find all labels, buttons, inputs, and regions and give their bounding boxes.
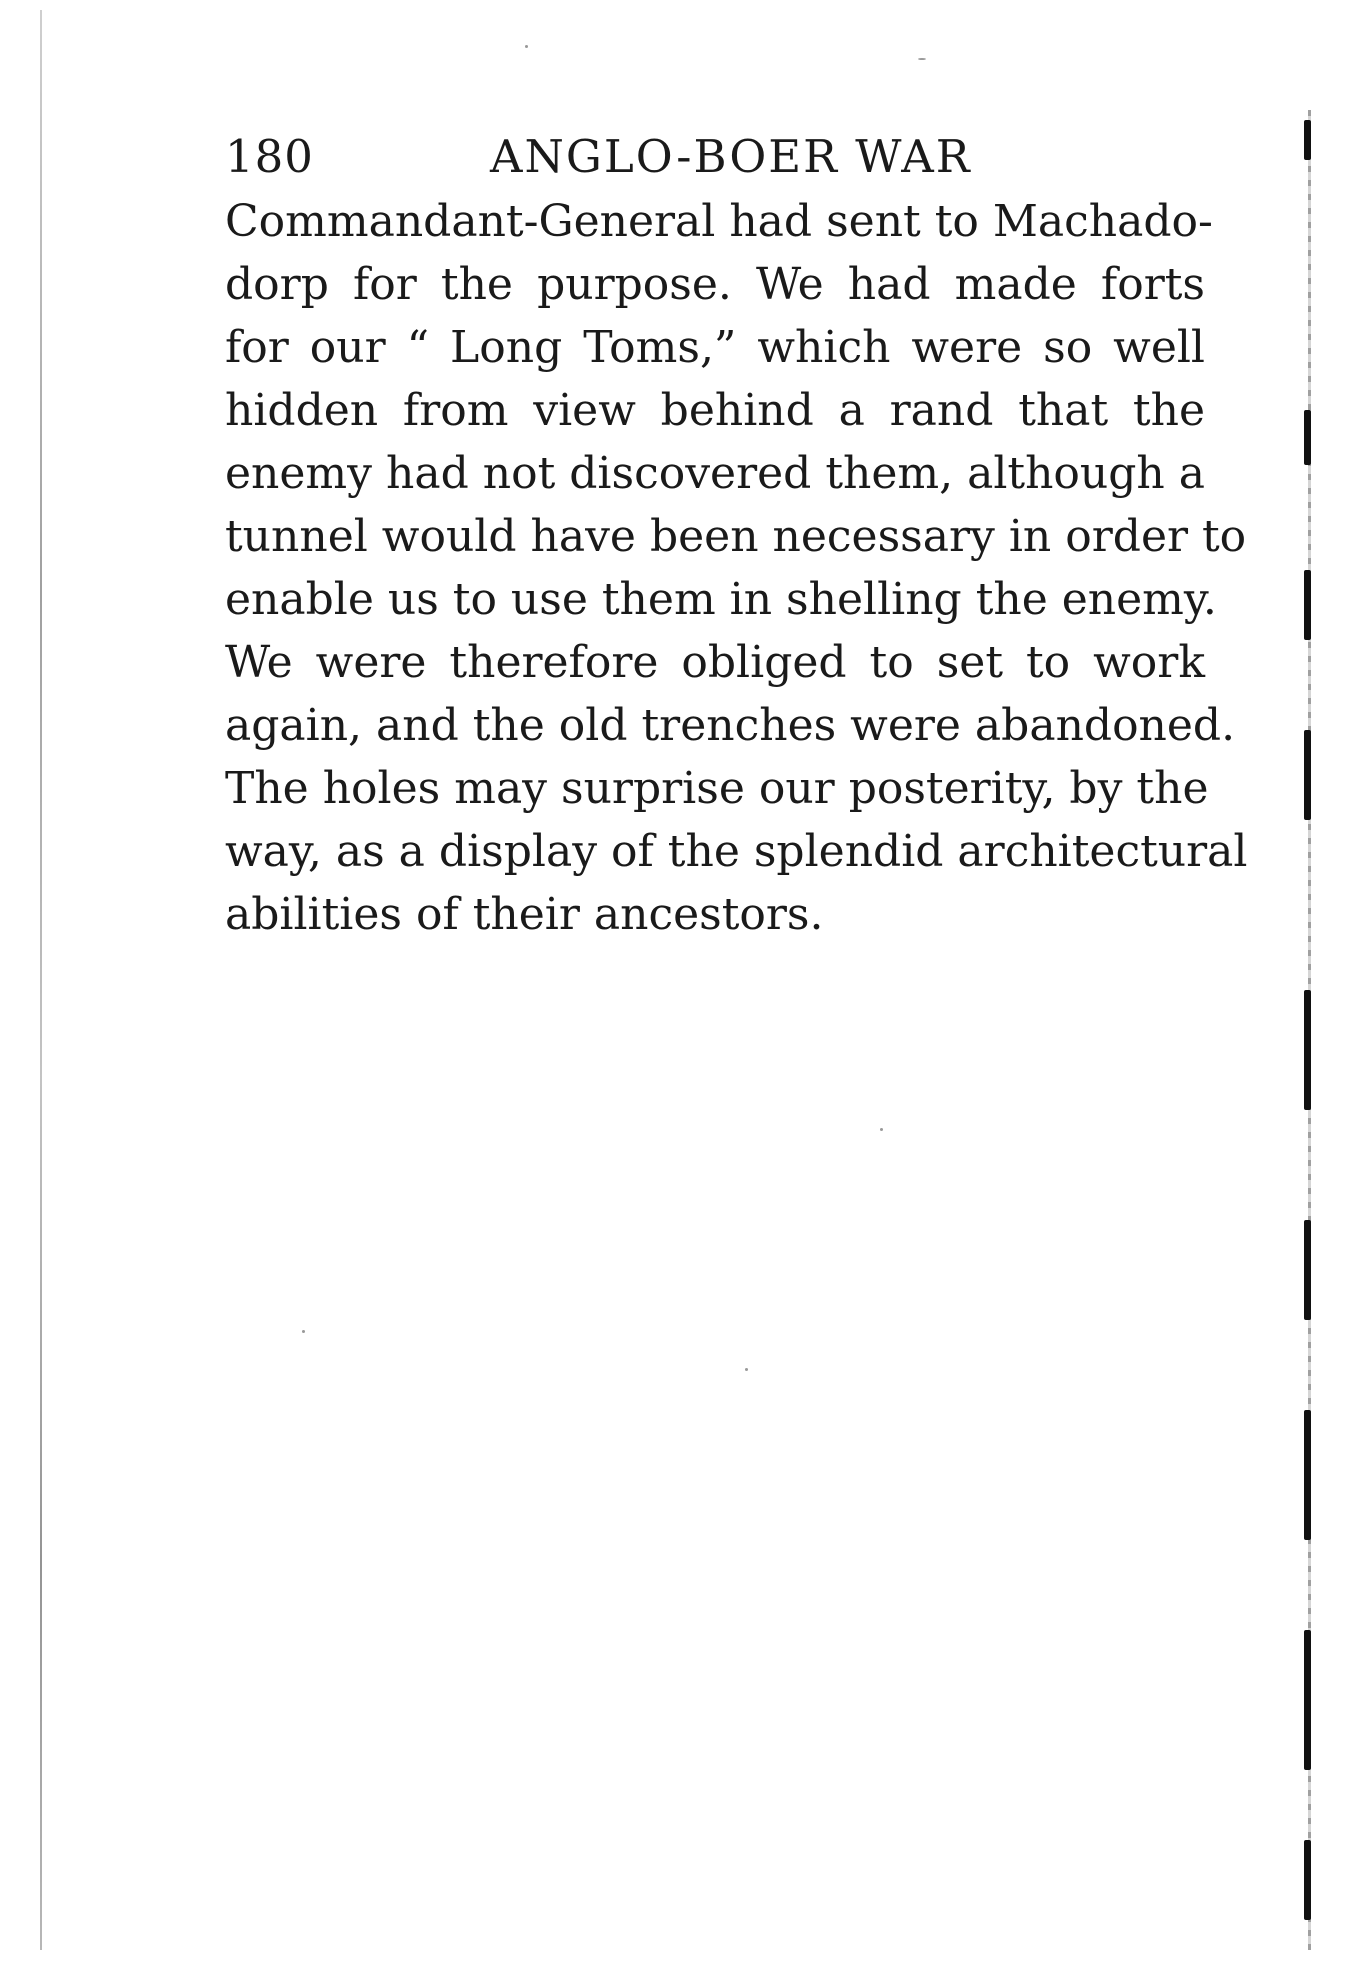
binding-mark [1304,1630,1311,1770]
binding-mark [1304,730,1311,820]
scan-speck [880,1128,883,1131]
text-line: for our “ Long Toms,” which were so well [225,322,1205,373]
page-header [225,127,1225,187]
text-line: tunnel would have been necessary in order to [225,511,1247,562]
scan-speck [302,1330,305,1333]
text-line: again, and the old trenches were abandoned. [225,700,1236,751]
scan-speck [745,1368,748,1371]
right-binding-edge [1300,110,1330,1950]
binding-mark [1304,410,1311,465]
page-number: 180 [225,130,314,183]
text-line: The holes may surprise our posterity, by the [225,763,1209,814]
body-paragraph [225,190,1248,946]
text-line: enemy had not discovered them, although a [225,448,1205,499]
binding-mark [1304,990,1311,1110]
text-line: way, as a display of the splendid architectural [225,826,1248,877]
text-line: We were therefore obliged to set to work [225,637,1205,688]
text-line: enable us to use them in shelling the enemy. [225,574,1217,625]
scan-speck [918,58,926,60]
binding-mark [1304,1840,1311,1920]
text-line: hidden from view behind a rand that the [225,385,1205,436]
binding-mark [1304,1410,1311,1540]
binding-mark [1304,1220,1311,1320]
text-line: abilities of their ancestors. [225,889,824,940]
binding-mark [1304,120,1311,160]
text-line: dorp for the purpose. We had made forts [225,259,1205,310]
binding-mark [1304,570,1311,640]
left-scan-edge [40,10,42,1950]
scan-speck [525,45,528,48]
running-title: ANGLO-BOER WAR [490,130,972,183]
text-line: Commandant-General had sent to Machado- [225,196,1213,247]
